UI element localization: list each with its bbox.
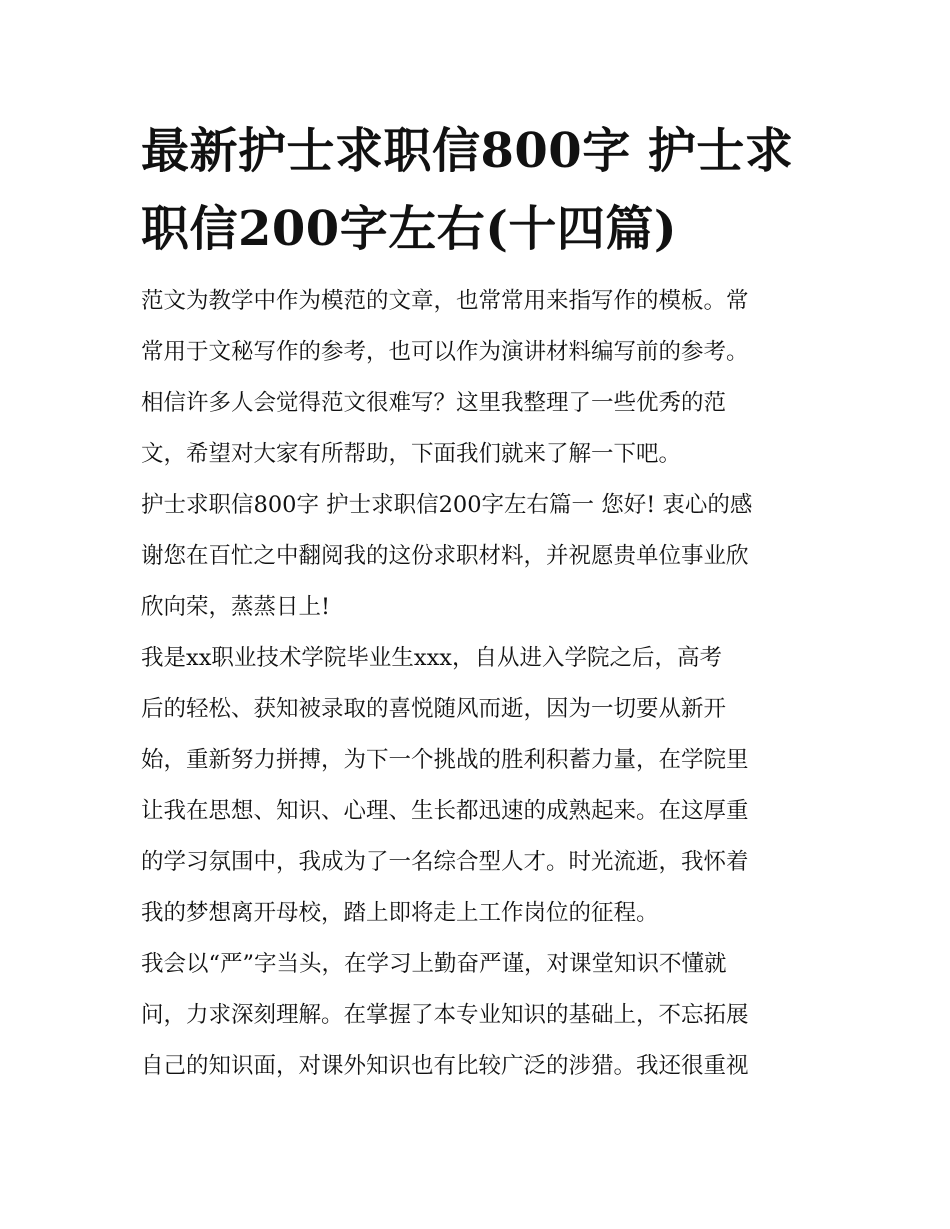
text-line: 相信许多人会觉得范文很难写？这里我整理了一些优秀的范 bbox=[141, 390, 727, 416]
text-line: 问，力求深刻理解。在掌握了本专业知识的基础上，不忘拓展 bbox=[141, 1002, 749, 1028]
document-title: 最新护士求职信800字 护士求职信200字左右(十四篇) bbox=[141, 123, 794, 257]
text-line: 我会以“严”字当头，在学习上勤奋严谨，对课堂知识不懂就 bbox=[141, 951, 727, 977]
text-line: 让我在思想、知识、心理、生长都迅速的成熟起来。在这厚重 bbox=[141, 798, 749, 824]
text-line: 护士求职信800字 护士求职信200字左右篇一 您好! 衷心的感 bbox=[141, 492, 753, 518]
text-line: 文，希望对大家有所帮助，下面我们就来了解一下吧。 bbox=[141, 441, 682, 467]
text-line: 常用于文秘写作的参考，也可以作为演讲材料编写前的参考。 bbox=[141, 339, 749, 365]
text-line: 的学习氛围中，我成为了一名综合型人才。时光流逝，我怀着 bbox=[141, 849, 749, 875]
document-body bbox=[141, 276, 813, 1092]
paragraph-greeting bbox=[141, 480, 813, 633]
text-line: 自己的知识面，对课外知识也有比较广泛的涉猎。我还很重视 bbox=[141, 1053, 749, 1079]
paragraph-intro bbox=[141, 276, 813, 480]
text-line: 谢您在百忙之中翻阅我的这份求职材料，并祝愿贵单位事业欣 bbox=[141, 543, 749, 569]
text-line: 我的梦想离开母校，踏上即将走上工作岗位的征程。 bbox=[141, 900, 659, 926]
text-line: 范文为教学中作为模范的文章，也常常用来指写作的模板。常 bbox=[141, 288, 749, 314]
text-line: 始，重新努力拼搏，为下一个挑战的胜利积蓄力量，在学院里 bbox=[141, 747, 749, 773]
paragraph-self-intro bbox=[141, 633, 813, 939]
text-line: 后的轻松、获知被录取的喜悦随风而逝，因为一切要从新开 bbox=[141, 696, 727, 722]
paragraph-study bbox=[141, 939, 813, 1092]
text-line: 我是xx职业技术学院毕业生xxx，自从进入学院之后，高考 bbox=[141, 645, 722, 671]
text-line: 欣向荣，蒸蒸日上! bbox=[141, 594, 331, 620]
